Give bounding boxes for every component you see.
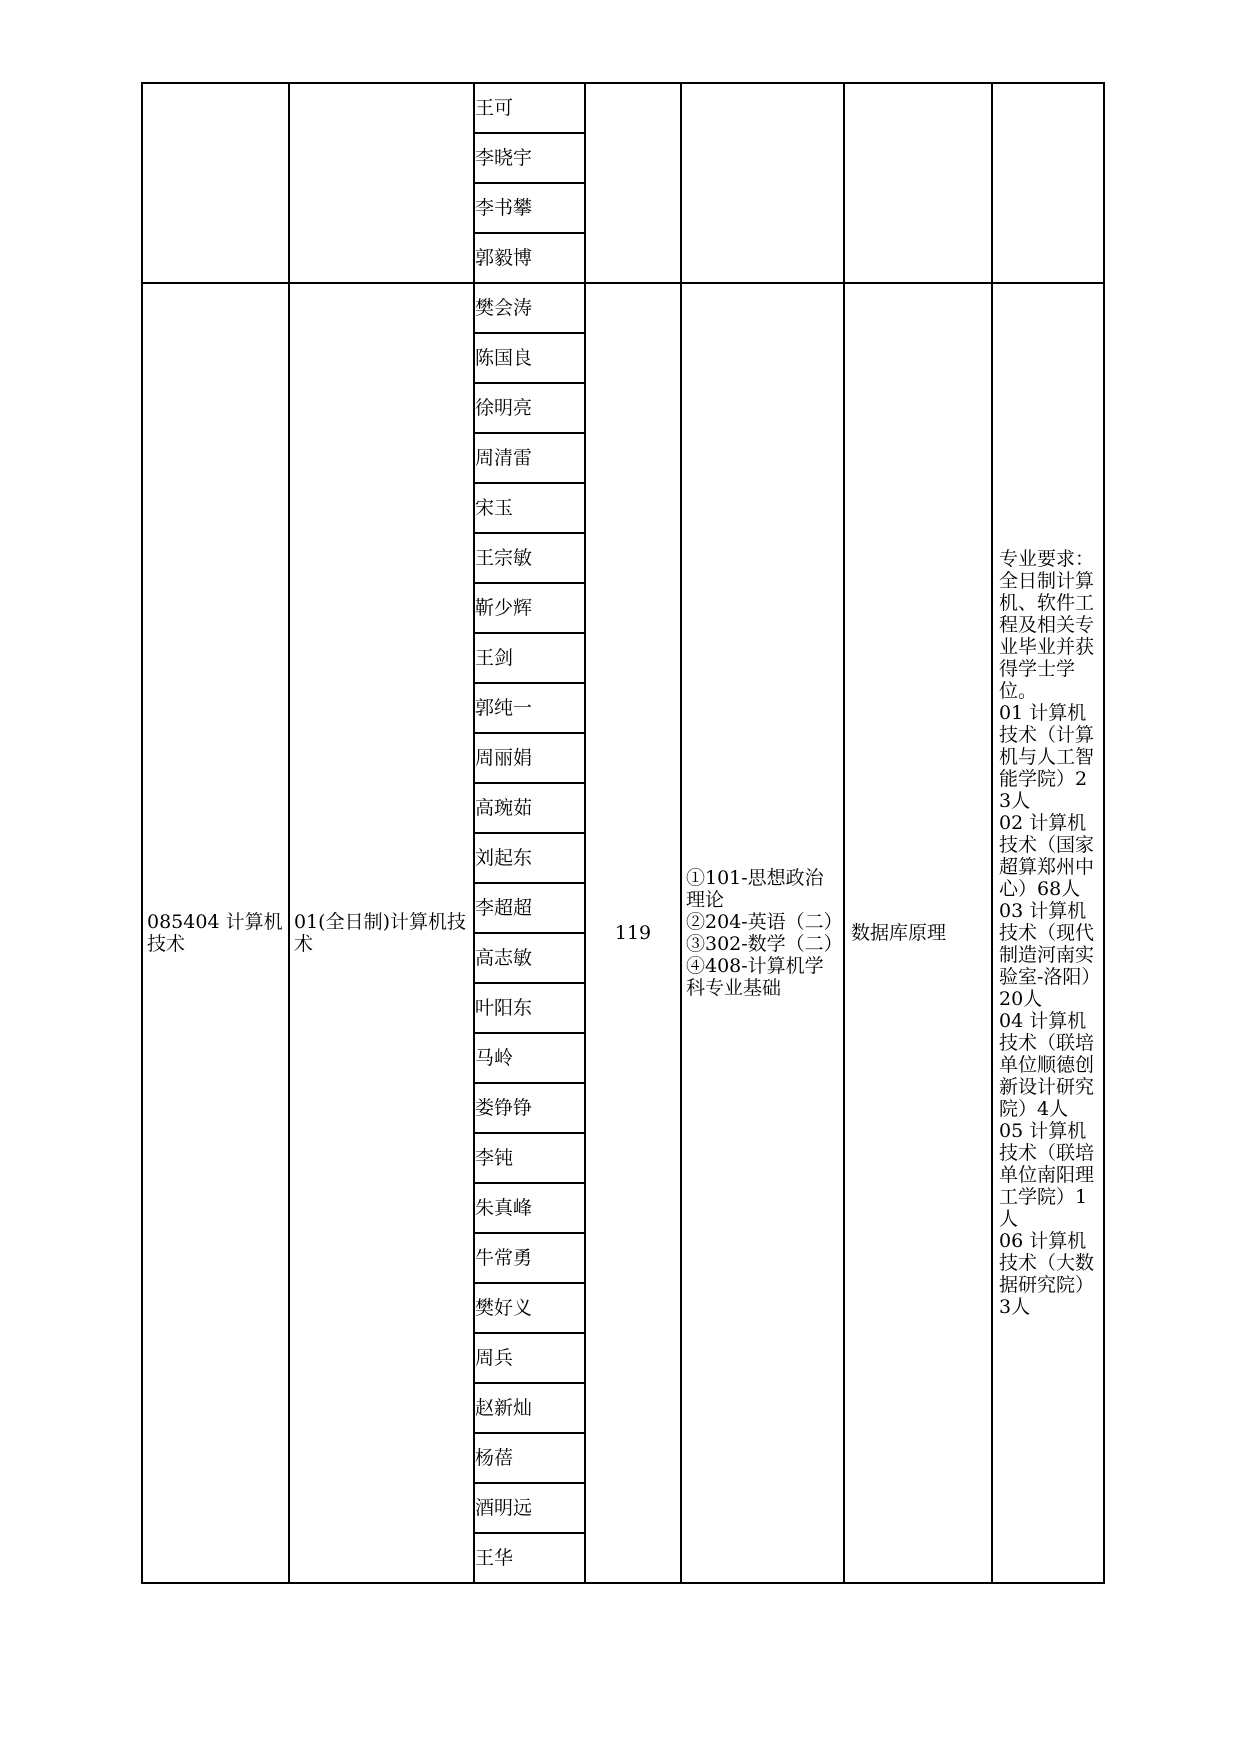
code-cell-empty xyxy=(142,83,289,283)
advisor-name: 王剑 xyxy=(474,633,585,683)
advisor-name: 赵新灿 xyxy=(474,1383,585,1433)
advisor-name: 杨蓓 xyxy=(474,1433,585,1483)
table-row xyxy=(142,83,1104,133)
remarks-cell-empty xyxy=(992,83,1104,283)
advisor-name: 酒明远 xyxy=(474,1483,585,1533)
advisor-name: 王华 xyxy=(474,1533,585,1583)
advisor-name: 李超超 xyxy=(474,883,585,933)
advisor-name: 李钝 xyxy=(474,1133,585,1183)
research-direction-cell: 01(全日制)计算机技术 xyxy=(289,283,474,1583)
retest-subject-cell: 数据库原理 xyxy=(844,283,992,1583)
advisor-name: 樊好义 xyxy=(474,1283,585,1333)
retest-cell-empty xyxy=(844,83,992,283)
remark-line: 06 计算机技术（大数据研究院）3人 xyxy=(999,1230,1095,1318)
table-row xyxy=(142,283,1104,333)
advisor-name: 宋玉 xyxy=(474,483,585,533)
advisor-name: 靳少辉 xyxy=(474,583,585,633)
remark-line: 专业要求：全日制计算机、软件工程及相关专业毕业并获得学士学位。 xyxy=(999,548,1095,702)
exam-subject: ③302-数学（二） xyxy=(686,933,843,955)
remark-line: 01 计算机技术（计算机与人工智能学院）23人 xyxy=(999,702,1095,812)
advisor-name: 娄铮铮 xyxy=(474,1083,585,1133)
remark-line: 02 计算机技术（国家超算郑州中心）68人 xyxy=(999,812,1095,900)
advisor-name: 牛常勇 xyxy=(474,1233,585,1283)
advisor-name: 陈国良 xyxy=(474,333,585,383)
advisor-name: 刘起东 xyxy=(474,833,585,883)
exam-subject: ④408-计算机学科专业基础 xyxy=(686,955,824,999)
advisor-name: 郭纯一 xyxy=(474,683,585,733)
exams-cell-empty xyxy=(681,83,844,283)
advisor-name: 徐明亮 xyxy=(474,383,585,433)
advisor-name: 高琬茹 xyxy=(474,783,585,833)
quota-cell-empty xyxy=(585,83,681,283)
remark-line: 04 计算机技术（联培单位顺德创新设计研究院）4人 xyxy=(999,1010,1095,1120)
remarks-cell xyxy=(992,283,1104,1583)
advisor-name: 李书攀 xyxy=(474,183,585,233)
advisor-name: 叶阳东 xyxy=(474,983,585,1033)
advisor-name: 周清雷 xyxy=(474,433,585,483)
advisor-name: 李晓宇 xyxy=(474,133,585,183)
major-code-cell: 085404 计算机技术 xyxy=(142,283,289,1583)
advisor-name: 周兵 xyxy=(474,1333,585,1383)
exam-subject: ②204-英语（二） xyxy=(686,911,843,933)
advisor-name: 高志敏 xyxy=(474,933,585,983)
major-cell-empty xyxy=(289,83,474,283)
exam-subjects-cell xyxy=(681,283,844,1583)
advisor-name: 樊会涛 xyxy=(474,283,585,333)
quota-cell: 119 xyxy=(585,283,681,1583)
advisor-name: 郭毅博 xyxy=(474,233,585,283)
advisor-name: 王宗敏 xyxy=(474,533,585,583)
remark-line: 03 计算机技术（现代制造河南实验室-洛阳）20人 xyxy=(999,900,1095,1010)
advisor-name: 王可 xyxy=(474,83,585,133)
advisor-name: 周丽娟 xyxy=(474,733,585,783)
advisor-name: 朱真峰 xyxy=(474,1183,585,1233)
admissions-table xyxy=(141,82,1105,1584)
exam-subject: ①101-思想政治理论 xyxy=(686,867,824,911)
advisor-name: 马岭 xyxy=(474,1033,585,1083)
remark-line: 05 计算机技术（联培单位南阳理工学院）1人 xyxy=(999,1120,1095,1230)
